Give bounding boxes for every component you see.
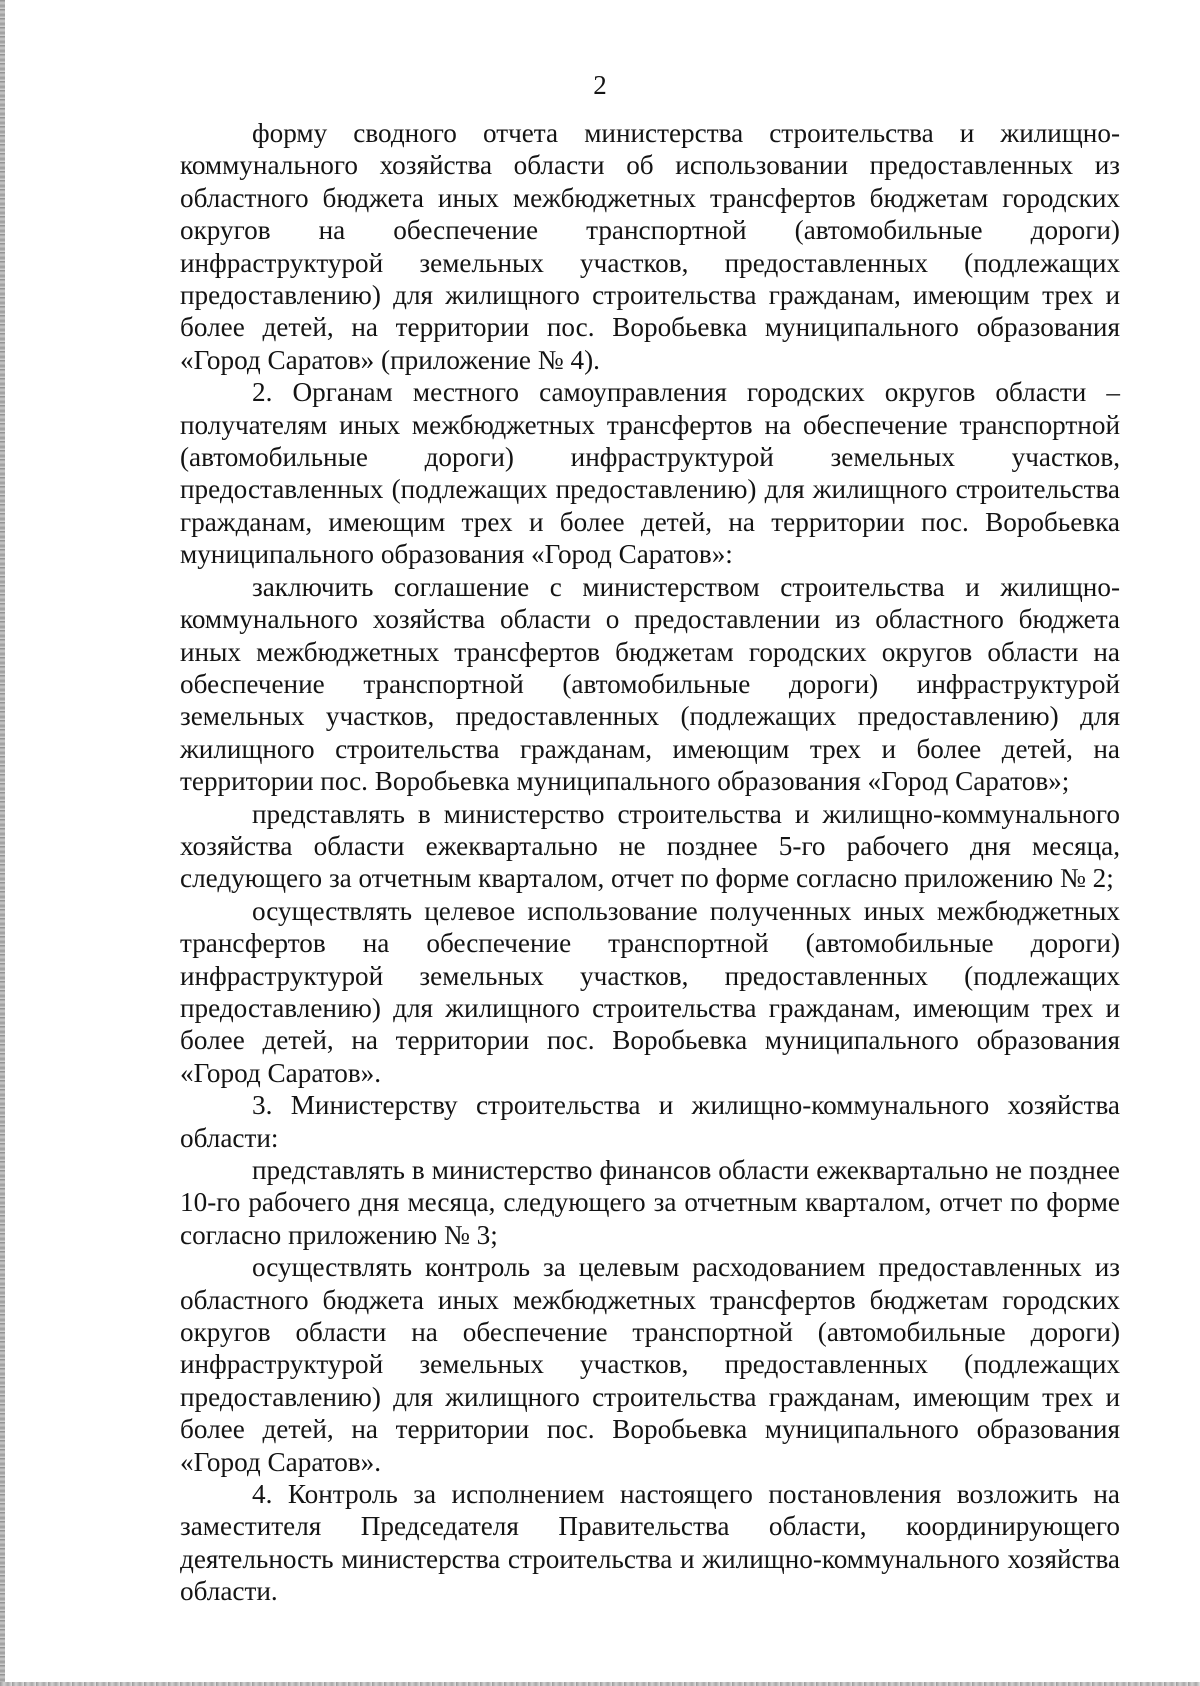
paragraph-item-4-control: 4. Контроль за исполнением настоящего постановления возложить на заместителя Председателя Правительства области, координирующего деятельность министерства строительства и жилищно-коммунального хозяйства области. xyxy=(180,1479,1120,1607)
paragraph-form-report: форму сводного отчета министерства строительства и жилищно-коммунального хозяйства области об использовании предоставленных из областного бюджета иных межбюджетных трансфертов бюджетам городских округов на обеспечение транспортной (автомобильные дороги) инфраструктурой земельных участков, предоставленных (подлежащих предоставлению) для жилищного строительства гражданам, имеющим трех и более детей, на территории пос. Воробьевка муниципального образования «Город Саратов» (приложение № 4). xyxy=(180,118,1120,375)
paragraph-conclude-agreement: заключить соглашение с министерством строительства и жилищно-коммунального хозяйства области о предоставлении из областного бюджета иных межбюджетных трансфертов бюджетам городских округов области на обеспечение транспортной (автомобильные дороги) инфраструктурой земельных участков, предоставленных (подлежащих предоставлению) для жилищного строительства гражданам, имеющим трех и более детей, на территории пос. Воробьевка муниципального образования «Город Саратов»; xyxy=(180,571,1120,797)
paragraph-submit-quarterly-report: представлять в министерство строительства и жилищно-коммунального хозяйства области ежеквартально не позднее 5-го рабочего дня месяца, следующего за отчетным кварталом, отчет по форме согласно приложению № 2; xyxy=(180,798,1120,894)
paragraph-targeted-use: осуществлять целевое использование полученных иных межбюджетных трансфертов на обеспечение транспортной (автомобильные дороги) инфраструктурой земельных участков, предоставленных (подлежащих предоставлению) для жилищного строительства гражданам, имеющим трех и более детей, на территории пос. Воробьевка муниципального образования «Город Саратов». xyxy=(180,895,1120,1088)
paragraph-item-3-ministry: 3. Министерству строительства и жилищно-коммунального хозяйства области: xyxy=(180,1090,1120,1153)
paragraph-submit-to-finance-ministry: представлять в министерство финансов области ежеквартально не позднее 10-го рабочего дня месяца, следующего за отчетным кварталом, отчет по форме согласно приложению № 3; xyxy=(180,1155,1120,1250)
paragraph-exercise-control: осуществлять контроль за целевым расходованием предоставленных из областного бюджета иных межбюджетных трансфертов бюджетам городских округов области на обеспечение транспортной (автомобильные дороги) инфраструктурой земельных участков, предоставленных (подлежащих предоставлению) для жилищного строительства гражданам, имеющим трех и более детей, на территории пос. Воробьевка муниципального образования «Город Саратов». xyxy=(180,1252,1120,1477)
document-body xyxy=(180,117,1120,1608)
page-number: 2 xyxy=(593,70,607,100)
paragraph-item-2-local-authorities: 2. Органам местного самоуправления городских округов области – получателям иных межбюджетных трансфертов на обеспечение транспортной (автомобильные дороги) инфраструктурой земельных участков, предоставленных (подлежащих предоставлению) для жилищного строительства гражданам, имеющим трех и более детей, на территории пос. Воробьевка муниципального образования «Город Саратов»: xyxy=(180,377,1120,570)
